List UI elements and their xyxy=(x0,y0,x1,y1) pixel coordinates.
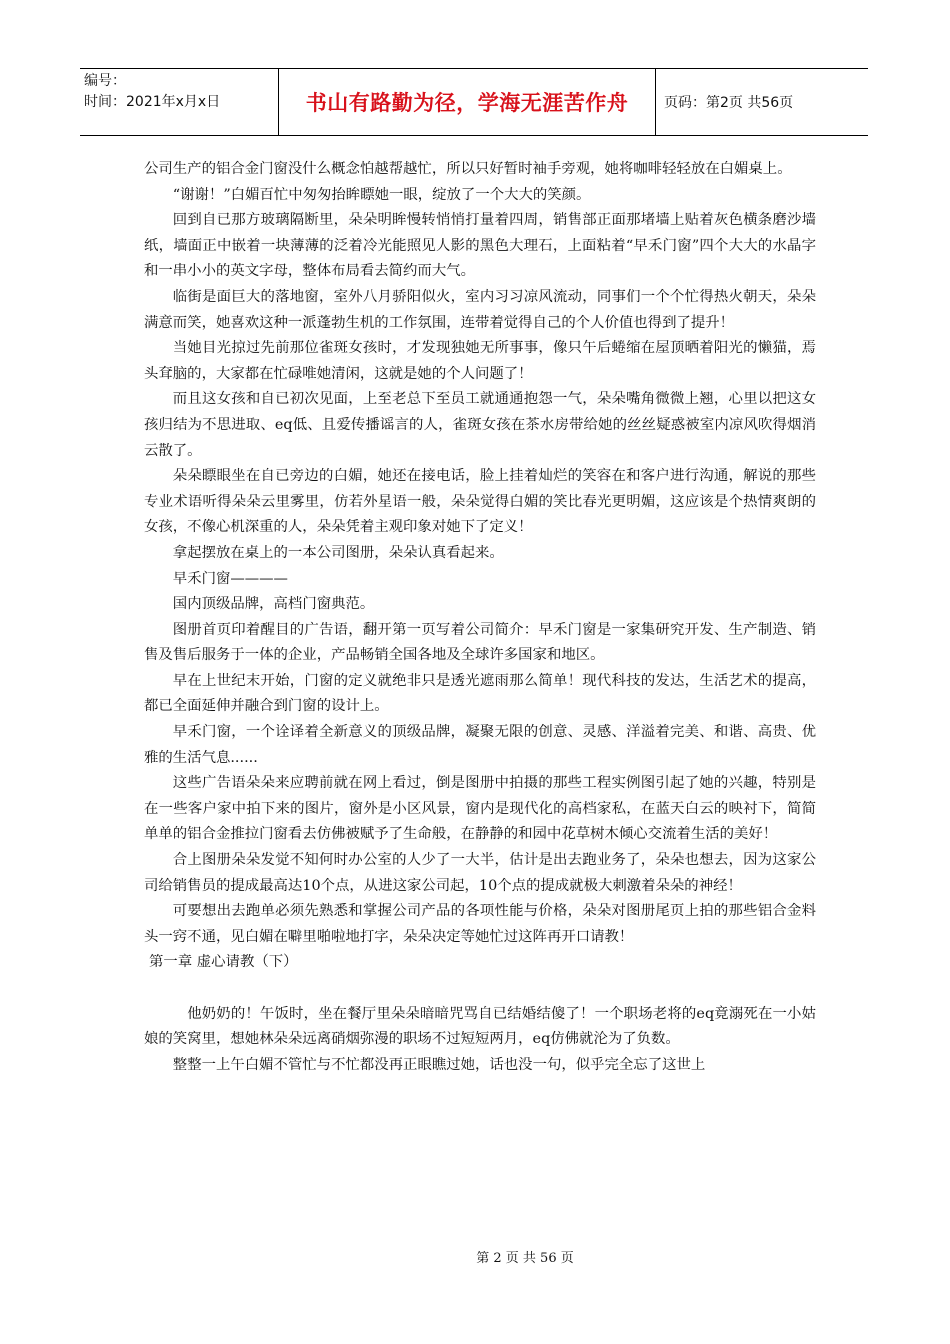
paragraph: 他奶奶的！午饭时，坐在餐厅里朵朵暗暗咒骂自已结婚结傻了！一个职场老将的eq竟溺死在一小姑娘的笑窝里，想她林朵朵远离硝烟弥漫的职场不过短短两月，eq仿佛就沦为了负数。 xyxy=(144,1005,816,1048)
paragraph: 图册首页印着醒目的广告语，翻开第一页写着公司简介：早禾门窗是一家集研究开发、生产制造、销售及售后服务于一体的企业，产品畅销全国各地及全球许多国家和地区。 xyxy=(144,621,816,664)
page-footer: 第 2 页 共 56 页 xyxy=(476,1251,574,1266)
header-meta xyxy=(80,69,278,135)
paragraph: 这些广告语朵朵来应聘前就在网上看过，倒是图册中拍摄的那些工程实例图引起了她的兴趣，特别是在一些客户家中拍下来的图片，窗外是小区风景，窗内是现代化的高档家私，在蓝天白云的映衬下，简简单单的铝合金推拉门窗看去仿佛被赋予了生命般，在静静的和园中花草树木倾心交流着生活的美好！ xyxy=(144,775,816,843)
paragraph: 拿起摆放在桌上的一本公司图册，朵朵认真看起来。 xyxy=(172,544,504,561)
paragraph: 早禾门窗———— xyxy=(172,570,288,587)
number-label: 编号： xyxy=(84,73,126,89)
header-motto: 书山有路勤为径，学海无涯苦作舟 xyxy=(278,69,656,135)
paragraph: 合上图册朵朵发觉不知何时办公室的人少了一大半，估计是出去跑业务了，朵朵也想去，因为这家公司给销售员的提成最高达10个点，从进这家公司起，10个点的提成就极大刺激着朵朵的神经！ xyxy=(144,852,816,894)
page-header xyxy=(80,68,868,136)
paragraph: 早在上世纪末开始，门窗的定义就绝非只是透光遮雨那么简单！现代科技的发达，生活艺术的提高，都已全面延伸并融合到门窗的设计上。 xyxy=(144,672,816,715)
paragraph: 朵朵瞟眼坐在自已旁边的白媚，她还在接电话，脸上挂着灿烂的笑容在和客户进行沟通，解说的那些专业术语听得朵朵云里雾里，仿若外星语一般，朵朵觉得白媚的笑比春光更明媚，这应该是个热情爽朗的女孩，不像心机深重的人，朵朵凭着主观印象对她下了定义！ xyxy=(144,468,816,536)
paragraph: 可要想出去跑单必须先熟悉和掌握公司产品的各项性能与价格，朵朵对图册尾页上拍的那些铝合金料头一窍不通，见白媚在噼里啪啦地打字，朵朵决定等她忙过这阵再开口请教！ xyxy=(144,903,816,945)
paragraph: 国内顶级品牌，高档门窗典范。 xyxy=(172,596,375,613)
paragraph: “谢谢！”白媚百忙中匆匆抬眸瞟她一眼，绽放了一个大大的笑颜。 xyxy=(172,186,591,203)
blank-line xyxy=(144,976,816,1002)
paragraph: 公司生产的铝合金门窗没什么概念怕越帮越忙，所以只好暂时袖手旁观，她将咖啡轻轻放在白媚桌上。 xyxy=(144,161,792,177)
header-page-label: 页码：第2页 共56页 xyxy=(664,95,794,111)
document-body xyxy=(144,157,816,1078)
paragraph: 早禾门窗，一个诠译着全新意义的顶级品牌，凝聚无限的创意、灵感、洋溢着完美、和谐、高贵、优雅的生活气息...... xyxy=(144,724,816,766)
paragraph: 当她目光掠过先前那位雀斑女孩时，才发现独她无所事事，像只午后蜷缩在屋顶晒着阳光的懒猫，焉头耷脑的，大家都在忙碌唯她清闲，这就是她的个人问题了！ xyxy=(144,340,816,382)
paragraph: 整整一上午白媚不管忙与不忙都没再正眼瞧过她，话也没一句，似乎完全忘了这世上 xyxy=(172,1056,706,1073)
paragraph: 而且这女孩和自已初次见面，上至老总下至员工就通通抱怨一气，朵朵嘴角微微上翘，心里以把这女孩归结为不思进取、eq低、且爱传播谣言的人，雀斑女孩在茶水房带给她的丝丝疑惑被室内凉风吹得烟消云散了。 xyxy=(144,391,816,459)
chapter-title: 第一章 虚心请教（下） xyxy=(149,954,298,971)
paragraph: 回到自已那方玻璃隔断里，朵朵明眸慢转悄悄打量着四周，销售部正面那堵墙上贴着灰色横条磨沙墙纸，墙面正中嵌着一块薄薄的泛着冷光能照见人影的黑色大理石，上面粘着“早禾门窗”四个大大的水晶字和一串小小的英文字母，整体布局看去简约而大气。 xyxy=(144,212,816,280)
date-label: 时间：2021年x月x日 xyxy=(84,94,221,110)
paragraph: 临街是面巨大的落地窗，室外八月骄阳似火，室内习习凉风流动，同事们一个个忙得热火朝天，朵朵满意而笑，她喜欢这种一派蓬勃生机的工作氛围，连带着觉得自己的个人价值也得到了提升！ xyxy=(144,288,816,331)
